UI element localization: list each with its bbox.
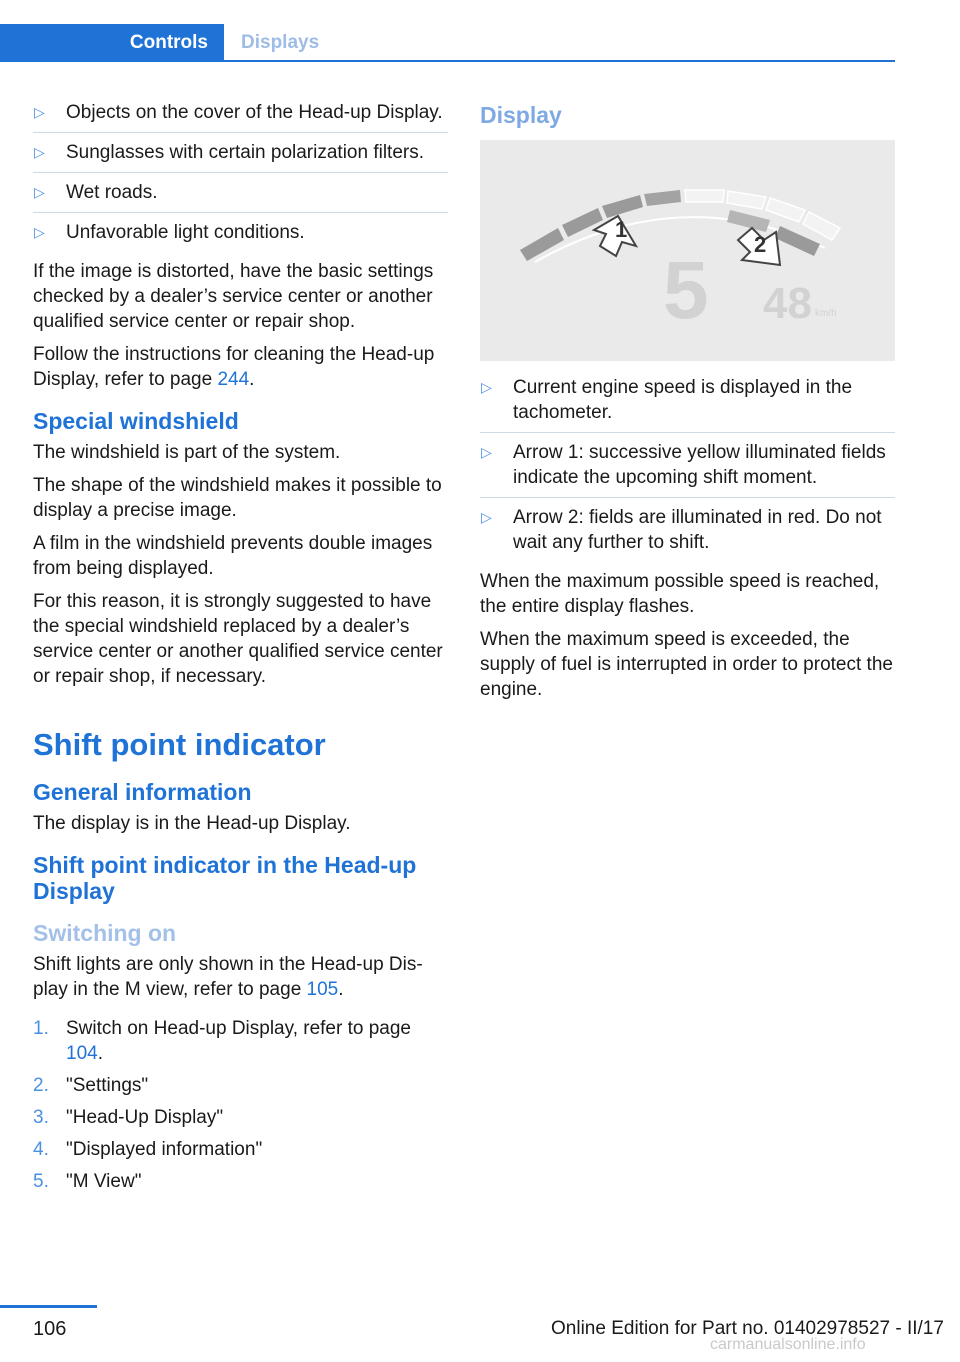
- switch-paragraph: Shift lights are only shown in the Head-up Display in the M view, refer to page 105.: [33, 954, 423, 1000]
- heading-general-information: General information: [33, 779, 252, 805]
- special-paragraph-4: For this reason, it is strongly suggested to have the special windshield replaced by a dealer’s service center or another qualified service center or repair shop, if necessary.: [33, 591, 443, 687]
- triangle-bullet-icon: ▷: [481, 444, 492, 460]
- triangle-bullet-icon: ▷: [34, 104, 45, 120]
- header-tabs: [0, 24, 895, 62]
- tab-controls[interactable]: [0, 24, 224, 62]
- triangle-bullet-icon: ▷: [34, 144, 45, 160]
- left-column: [33, 100, 448, 1201]
- distorted-paragraph: If the image is distorted, have the basic settings checked by a dealer’s service center or another qualified service center or repair shop.: [33, 261, 434, 332]
- arrow-2-label: 2: [754, 232, 767, 257]
- heading-shift-point-indicator: Shift point indicator: [33, 727, 326, 762]
- page-number: 106: [33, 1318, 67, 1340]
- special-paragraph-3: A film in the windshield prevents double images from being displayed.: [33, 533, 433, 579]
- tachometer-illustration: [480, 140, 895, 361]
- tab-displays[interactable]: [224, 24, 319, 62]
- cleaning-paragraph: Follow the instructions for cleaning the Head-up Display, refer to page 244.: [33, 344, 435, 390]
- shift-indicator-figure: [480, 140, 895, 361]
- page-link-105[interactable]: 105: [306, 979, 339, 1000]
- right-column: [480, 100, 895, 710]
- edition-line: Online Edition for Part no. 01402978527 - II/17: [551, 1318, 944, 1339]
- list-item: ▷ Unfavorable light conditions.: [34, 222, 305, 243]
- list-item: ▷ Arrow 2: fields are illuminated in red. Do not wait any further to shift.: [481, 507, 882, 553]
- display-list: [480, 375, 895, 562]
- header-rule: [0, 60, 895, 62]
- page-link-104[interactable]: 104: [66, 1043, 98, 1064]
- max-speed-paragraph-1: When the maximum possible speed is reached, the entire display flashes.: [480, 571, 880, 617]
- special-paragraph-2: The shape of the windshield makes it possible to display a precise image.: [33, 475, 442, 521]
- max-speed-paragraph-2: When the maximum speed is exceeded, the supply of fuel is interrupted in order to protect the engine.: [480, 629, 893, 700]
- triangle-bullet-icon: ▷: [481, 379, 492, 395]
- special-paragraph-1: The windshield is part of the system.: [33, 442, 341, 463]
- list-item: 3. "Head-Up Display": [33, 1107, 224, 1128]
- causes-list: [33, 100, 448, 252]
- list-item: 1. Switch on Head-up Display, refer to page 104.: [33, 1018, 411, 1064]
- list-item: ▷ Objects on the cover of the Head-up Display.: [33, 100, 448, 133]
- triangle-bullet-icon: ▷: [34, 184, 45, 200]
- list-item: 2. "Settings": [33, 1075, 149, 1096]
- list-item: ▷ Current engine speed is displayed in the tachometer.: [480, 375, 895, 433]
- steps-list: [33, 1016, 448, 1194]
- list-item: 5. "M View": [33, 1171, 142, 1192]
- footer-rule: [0, 1305, 97, 1308]
- gear-readout: 5: [663, 245, 709, 336]
- list-item: ▷ Arrow 1: successive yellow illuminated fields indicate the upcoming shift moment.: [480, 440, 895, 498]
- watermark: carmanualsonline.info: [710, 1336, 866, 1353]
- heading-special-windshield: Special windshield: [33, 408, 239, 434]
- tab-displays-label: Displays: [241, 32, 320, 53]
- heading-display: Display: [480, 102, 562, 128]
- list-item: 4. "Displayed information": [33, 1139, 263, 1160]
- general-paragraph: The display is in the Head-up Display.: [33, 813, 351, 834]
- speed-readout: 48: [763, 279, 812, 328]
- page-link-244[interactable]: 244: [217, 369, 250, 390]
- heading-switching-on: Switching on: [33, 920, 177, 946]
- arrow-1-label: 1: [615, 217, 628, 242]
- triangle-bullet-icon: ▷: [34, 224, 45, 240]
- list-item: ▷ Sunglasses with certain polarization filters.: [33, 140, 448, 173]
- tab-controls-label: Controls: [129, 32, 208, 53]
- list-item: ▷ Wet roads.: [33, 180, 448, 213]
- speed-unit: km/h: [815, 308, 837, 319]
- heading-shift-point-hud: Shift point indicator in the Head-up Display: [33, 852, 417, 904]
- triangle-bullet-icon: ▷: [481, 509, 492, 525]
